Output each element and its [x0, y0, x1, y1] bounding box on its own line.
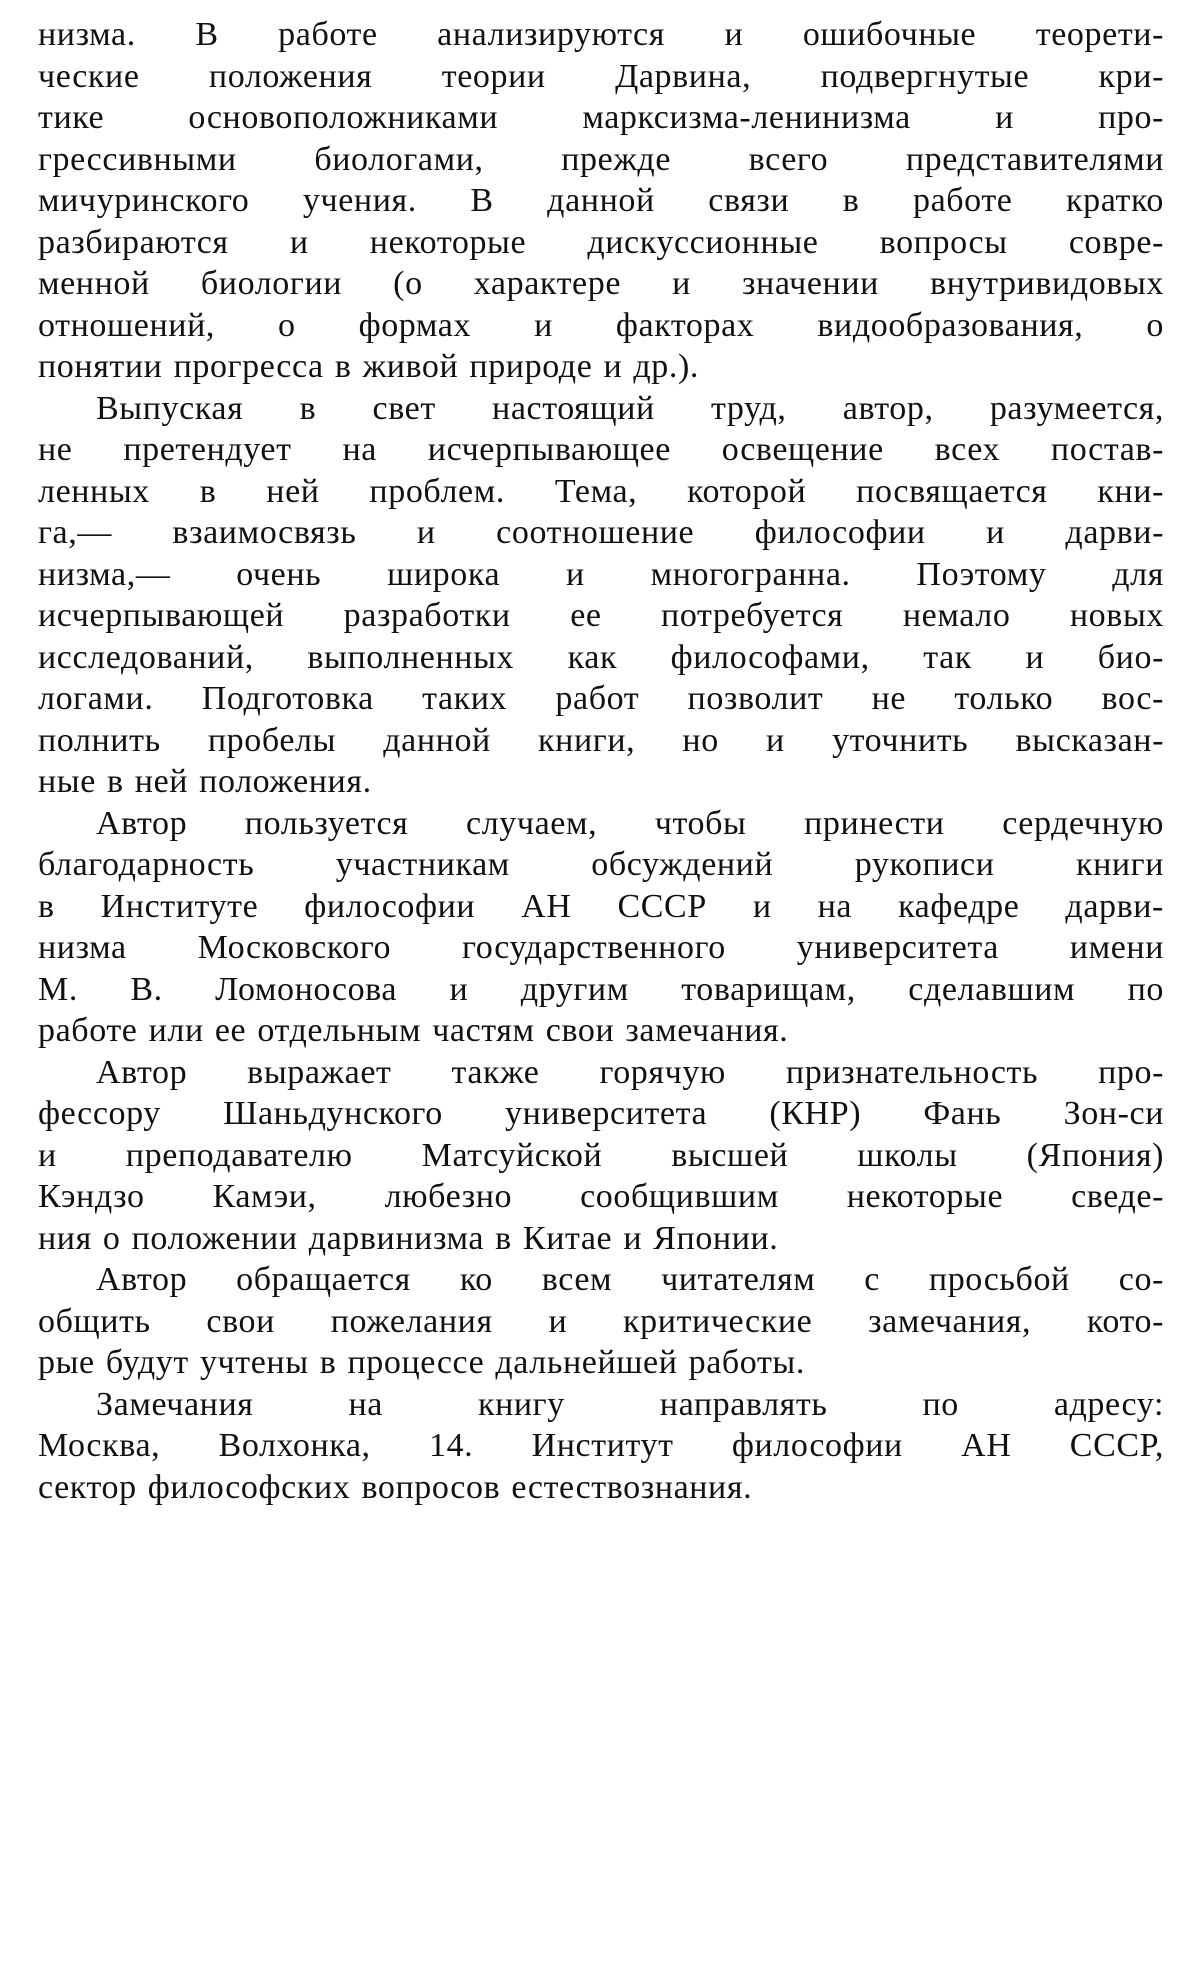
text-line: и преподавателю Матсуйской высшей школы (Япония) [38, 1136, 1164, 1174]
text-line: ленных в ней проблем. Тема, которой посвящается кни- [38, 472, 1164, 510]
text-line: работе или ее отдельным частям свои замечания. [38, 1012, 789, 1049]
text-line: понятии прогресса в живой природе и др.). [38, 348, 700, 385]
paragraph-3 [38, 803, 1164, 1052]
text-line: благодарность участникам обсуждений рукописи книги [38, 846, 1164, 883]
text-line: менной биологии (о характере и значении внутривидовых [38, 265, 1164, 302]
text-line: отношений, о формах и факторах видообразования, о [38, 306, 1164, 344]
paragraph-1 [38, 14, 1164, 388]
text-line: не претендует на исчерпывающее освещение всех постав- [38, 431, 1164, 468]
text-line: Замечания на книгу направлять по адресу: [96, 1385, 1164, 1423]
text-line: грессивными биологами, прежде всего представителями [38, 140, 1164, 178]
text-line: в Институте философии АН СССР и на кафедре дарви- [38, 887, 1164, 925]
text-line: тике основоположниками марксизма-ленинизма и про- [38, 99, 1164, 136]
text-line: фессору Шаньдунского университета (КНР) Фань Зон-си [38, 1095, 1164, 1132]
text-line: Автор выражает также горячую признательность про- [96, 1053, 1164, 1091]
text-line: низма Московского государственного университета имени [38, 929, 1164, 966]
paragraph-4 [38, 1052, 1164, 1260]
text-line: разбираются и некоторые дискуссионные вопросы совре- [38, 223, 1164, 261]
text-line: М. В. Ломоносова и другим товарищам, сделавшим по [38, 970, 1164, 1008]
text-line: логами. Подготовка таких работ позволит не только вос- [38, 680, 1164, 717]
paragraph-6 [38, 1384, 1164, 1509]
text-line: ния о положении дарвинизма в Китае и Японии. [38, 1219, 779, 1257]
text-line: исчерпывающей разработки ее потребуется немало новых [38, 597, 1164, 634]
text-line: ческие положения теории Дарвина, подвергнутые кри- [38, 57, 1164, 95]
text-line: сектор философских вопросов естествознания. [38, 1468, 753, 1506]
text-line: исследований, выполненных как философами, так и био- [38, 638, 1164, 676]
text-line: Автор пользуется случаем, чтобы принести сердечную [96, 804, 1164, 842]
text-line: Автор обращается ко всем читателям с просьбой со- [96, 1261, 1164, 1298]
text-line: ные в ней положения. [38, 763, 372, 800]
text-line: Москва, Волхонка, 14. Институт философии АН СССР, [38, 1427, 1164, 1464]
text-line: га,— взаимосвязь и соотношение философии и дарви- [38, 514, 1164, 551]
text-line: полнить пробелы данной книги, но и уточнить высказан- [38, 721, 1164, 759]
text-line: Выпуская в свет настоящий труд, автор, разумеется, [96, 389, 1164, 427]
text-line: низма. В работе анализируются и ошибочные теорети- [38, 16, 1164, 53]
text-line: низма,— очень широка и многогранна. Поэтому для [38, 555, 1164, 593]
paragraph-5 [38, 1259, 1164, 1384]
text-line: рые будут учтены в процессе дальнейшей работы. [38, 1344, 805, 1381]
text-line: Кэндзо Камэи, любезно сообщившим некоторые сведе- [38, 1178, 1164, 1215]
paragraph-2 [38, 388, 1164, 803]
page-text [38, 14, 1164, 1508]
text-line: мичуринского учения. В данной связи в работе кратко [38, 182, 1164, 219]
text-line: общить свои пожелания и критические замечания, кото- [38, 1302, 1164, 1340]
